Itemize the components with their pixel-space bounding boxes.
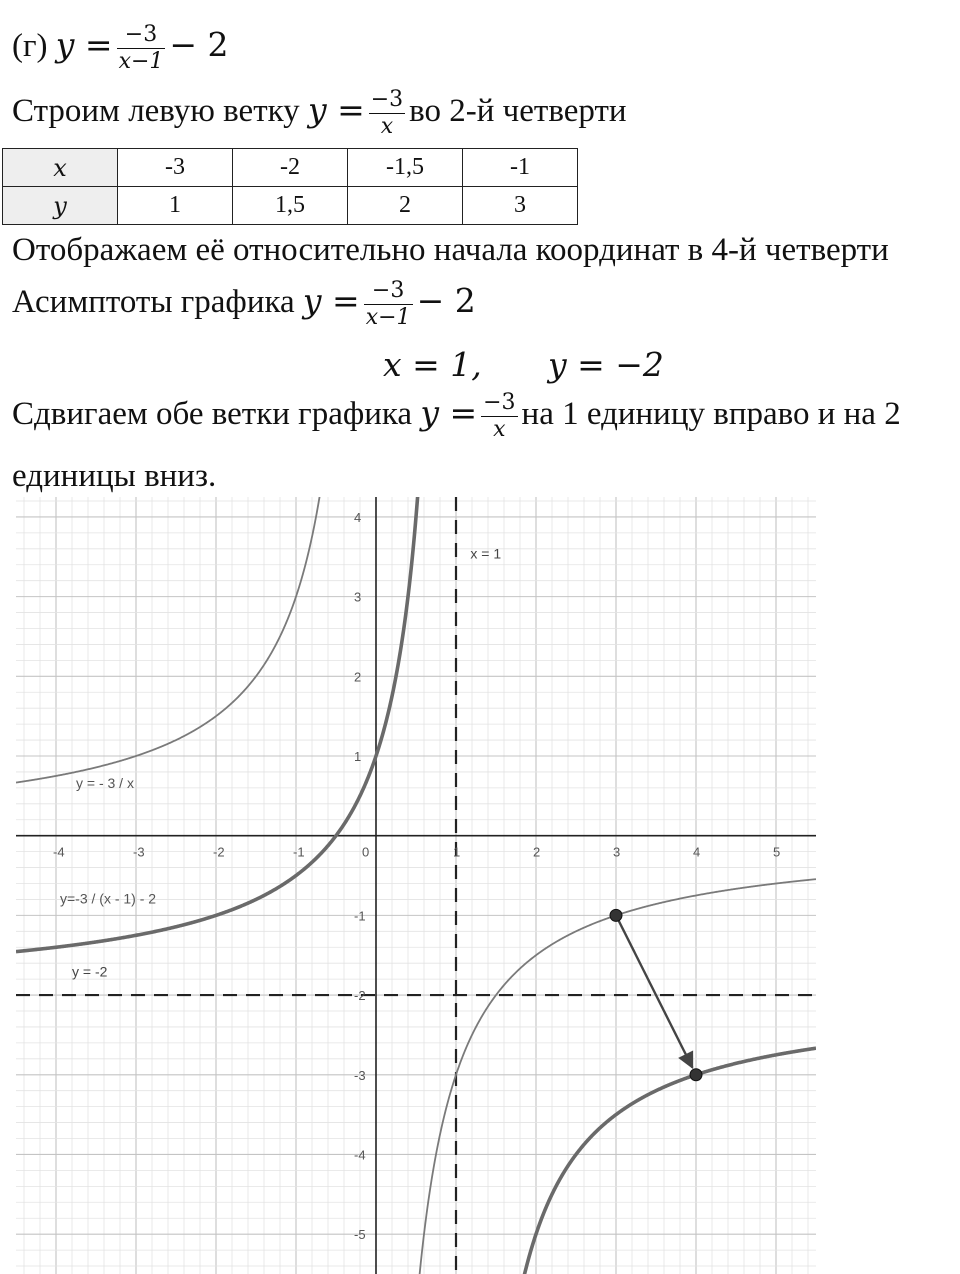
x-tick-label: 4: [693, 844, 701, 860]
step1-text-after: во 2-й четверти: [409, 93, 627, 130]
step3-formula-lhs: y =: [302, 281, 360, 321]
formula-tail: − 2: [169, 25, 229, 65]
table-cell: -1: [463, 149, 578, 187]
step4-fraction: [481, 390, 517, 443]
step4-formula-lhs: y =: [420, 393, 478, 433]
table-cell: 1,5: [233, 187, 348, 225]
values-table: [2, 148, 578, 225]
step4-denominator: x: [493, 417, 506, 442]
x-tick-label: 3: [613, 844, 621, 860]
step3-line: [12, 278, 476, 331]
step3-denominator: x−1: [365, 305, 411, 330]
step4-numerator: −3: [483, 390, 516, 415]
y-tick-label: 1: [354, 749, 362, 764]
y-tick-label: -4: [354, 1147, 366, 1163]
step1-line: [12, 87, 627, 140]
y-tick-label: -1: [354, 908, 366, 924]
step1-formula-lhs: y =: [307, 90, 365, 130]
y-tick-label: 2: [354, 669, 362, 685]
y-tick-label: -3: [354, 1067, 366, 1083]
asymptote-vertical-eq: x = 1,: [383, 345, 482, 384]
y-tick-label: 4: [354, 509, 362, 525]
step1-numerator: −3: [370, 87, 404, 112]
x-tick-label: -4: [53, 844, 65, 860]
table-row-y: [3, 187, 578, 225]
table-cell: -1,5: [348, 149, 463, 187]
step3-fraction: [364, 278, 413, 331]
y-tick-label: -2: [354, 988, 366, 1004]
step3-formula-tail: − 2: [416, 281, 476, 321]
table-row-x: [3, 149, 578, 187]
step2-line: Отображаем её относительно начала координат в 4-й четверти: [12, 232, 889, 268]
step4-line: [12, 390, 901, 443]
table-cell: -3: [118, 149, 233, 187]
x-tick-label: -3: [133, 844, 145, 860]
formula-numerator: −3: [117, 22, 166, 49]
y-tick-label: -5: [354, 1227, 366, 1243]
step4-continuation: единицы вниз.: [12, 458, 217, 494]
step1-fraction: [369, 87, 405, 140]
series-label-shifted: y=-3 / (x - 1) - 2: [60, 890, 157, 907]
asymptote-horizontal-eq: y = −2: [548, 345, 664, 384]
table-cell: 3: [463, 187, 578, 225]
asymptote-label-horizontal: y = -2: [72, 963, 108, 980]
table-cell: 1: [118, 187, 233, 225]
table-head-y: y: [3, 187, 118, 225]
graph-point: [690, 1069, 702, 1081]
formula-fraction: [117, 22, 166, 75]
x-tick-label: 5: [773, 844, 781, 860]
table-cell: 2: [348, 187, 463, 225]
series-0-branch-1: [413, 879, 816, 1274]
step1-text-before: Строим левую ветку: [12, 93, 300, 130]
formula-denominator: x−1: [118, 49, 164, 74]
y-tick-label: 3: [354, 589, 362, 605]
shift-arrow: [616, 915, 692, 1067]
labels: [60, 545, 501, 979]
task-label: (г): [12, 28, 48, 65]
step4-text-before: Сдвигаем обе ветки графика: [12, 396, 413, 433]
step1-denominator: x: [380, 114, 394, 139]
x-tick-label: -1: [293, 844, 305, 860]
x-tick-label: 0: [362, 844, 370, 860]
series-label-hyperbola: y = - 3 / x: [76, 774, 134, 791]
series-1-branch-1: [510, 1048, 816, 1274]
step4-text-after: на 1 единицу вправо и на 2: [521, 396, 901, 433]
table-head-x: x: [3, 149, 118, 187]
asymptote-label-vertical: x = 1: [470, 545, 502, 562]
step3-text-before: Асимптоты графика: [12, 284, 295, 321]
function-graph: [16, 497, 816, 1274]
graph-point: [610, 909, 622, 921]
x-tick-label: -2: [213, 844, 225, 860]
x-tick-label: 1: [453, 844, 461, 860]
x-tick-label: 2: [533, 844, 541, 860]
formula-lhs: y =: [55, 25, 113, 65]
table-cell: -2: [233, 149, 348, 187]
task-formula-line: [12, 22, 229, 75]
grid: [16, 497, 816, 1274]
step3-numerator: −3: [364, 278, 413, 305]
